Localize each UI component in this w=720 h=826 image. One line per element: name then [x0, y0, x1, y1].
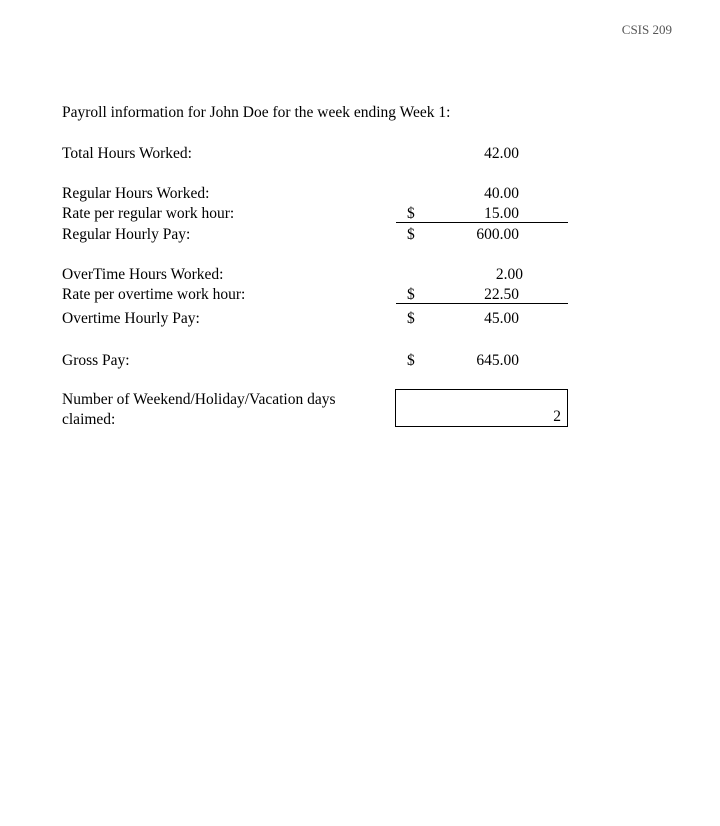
overtime-rate-underline	[396, 303, 568, 304]
overtime-rate-label: Rate per overtime work hour:	[62, 286, 246, 303]
gross-pay-currency: $	[407, 352, 415, 369]
overtime-rate-value: 22.50	[484, 286, 519, 303]
regular-pay-currency: $	[407, 226, 415, 243]
gross-pay-value: 645.00	[476, 352, 519, 369]
regular-pay-row	[62, 226, 522, 246]
total-hours-label: Total Hours Worked:	[62, 145, 192, 162]
overtime-hours-value: 2.00	[495, 266, 523, 283]
days-claimed-value: 2	[553, 408, 561, 425]
overtime-pay-value: 45.00	[484, 310, 519, 327]
overtime-hours-row	[62, 266, 522, 286]
days-claimed-label-line1: Number of Weekend/Holiday/Vacation days	[62, 391, 336, 408]
days-claimed-label	[62, 390, 362, 429]
regular-rate-underline	[396, 222, 568, 223]
overtime-hours-label: OverTime Hours Worked:	[62, 266, 224, 283]
regular-hours-row	[62, 185, 522, 205]
overtime-pay-row	[62, 310, 522, 330]
days-claimed-label-line2: claimed:	[62, 410, 116, 428]
gross-pay-label: Gross Pay:	[62, 352, 130, 369]
regular-pay-label: Regular Hourly Pay:	[62, 226, 191, 243]
regular-pay-value: 600.00	[476, 226, 519, 243]
overtime-pay-label: Overtime Hourly Pay:	[62, 310, 200, 327]
total-hours-value: 42.00	[484, 145, 519, 162]
course-header: CSIS 209	[621, 22, 672, 37]
regular-hours-label: Regular Hours Worked:	[62, 185, 210, 202]
payroll-title: Payroll information for John Doe for the week ending Week 1:	[62, 104, 451, 121]
regular-rate-currency: $	[407, 205, 415, 222]
overtime-rate-currency: $	[407, 286, 415, 303]
days-claimed-box[interactable]	[395, 389, 568, 427]
regular-hours-value: 40.00	[484, 185, 519, 202]
total-hours-row	[62, 145, 522, 165]
overtime-pay-currency: $	[407, 310, 415, 327]
gross-pay-row	[62, 352, 522, 372]
regular-rate-value: 15.00	[484, 205, 519, 222]
regular-rate-label: Rate per regular work hour:	[62, 205, 235, 222]
